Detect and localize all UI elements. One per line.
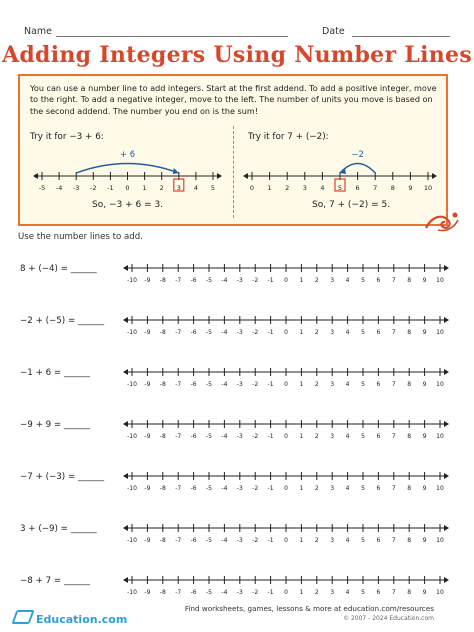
tick-label: -8 bbox=[159, 433, 166, 440]
tick-label: -10 bbox=[127, 537, 137, 544]
tick-label: -3 bbox=[236, 381, 243, 388]
tick-label: 5 bbox=[361, 433, 365, 440]
tick-label: -10 bbox=[127, 329, 137, 336]
tick-label: 10 bbox=[436, 485, 444, 492]
tick-label: -2 bbox=[252, 433, 259, 440]
tick-label: 0 bbox=[284, 433, 288, 440]
tick-label: -4 bbox=[221, 277, 228, 284]
tick-label: 3 bbox=[176, 184, 181, 192]
example1-conclusion: So, −3 + 6 = 3. bbox=[92, 200, 164, 210]
tick-label: -10 bbox=[127, 433, 137, 440]
tick-label: 8 bbox=[407, 589, 412, 596]
tick-label: -8 bbox=[159, 485, 166, 492]
tick-label: 4 bbox=[345, 433, 350, 440]
tick-label: 3 bbox=[330, 381, 335, 388]
tick-label: 1 bbox=[299, 589, 304, 596]
tick-label: 2 bbox=[314, 329, 319, 336]
tick-label: -10 bbox=[127, 485, 137, 492]
problem-number-line[interactable] bbox=[116, 572, 456, 600]
tick-label: -4 bbox=[221, 537, 228, 544]
tick-label: 4 bbox=[345, 381, 350, 388]
tick-label: 10 bbox=[436, 589, 444, 596]
tick-label: 1 bbox=[299, 381, 304, 388]
tick-label: 2 bbox=[314, 537, 319, 544]
tick-label: -3 bbox=[72, 184, 80, 192]
tick-label: -7 bbox=[175, 433, 182, 440]
tick-label: -5 bbox=[206, 537, 212, 544]
tick-label: -1 bbox=[267, 277, 274, 284]
tick-label: 1 bbox=[299, 485, 304, 492]
tick-label: -3 bbox=[236, 277, 243, 284]
tick-label: -5 bbox=[206, 589, 212, 596]
tick-label: -8 bbox=[159, 277, 166, 284]
tick-label: 0 bbox=[125, 184, 130, 192]
tick-label: 10 bbox=[436, 329, 444, 336]
tick-label: 0 bbox=[284, 329, 288, 336]
tick-label: 2 bbox=[314, 485, 319, 492]
tick-label: 9 bbox=[422, 485, 427, 492]
jump-arrowhead-icon bbox=[173, 168, 179, 174]
tick-label: -10 bbox=[127, 277, 137, 284]
tick-label: 1 bbox=[299, 277, 304, 284]
tick-label: 9 bbox=[422, 329, 427, 336]
tick-label: 10 bbox=[436, 537, 444, 544]
tick-label: 5 bbox=[361, 381, 365, 388]
tick-label: 3 bbox=[330, 485, 335, 492]
tick-label: -8 bbox=[159, 329, 166, 336]
tick-label: 0 bbox=[249, 184, 255, 192]
problem-number-line[interactable] bbox=[116, 520, 456, 548]
tick-label: 7 bbox=[391, 277, 396, 284]
tick-label: -9 bbox=[144, 589, 151, 596]
tick-label: 0 bbox=[284, 485, 288, 492]
example2-number-line bbox=[242, 146, 442, 196]
problem-equation[interactable]: −7 + (−3) = ______ bbox=[20, 472, 105, 482]
problem-equation[interactable]: 8 + (−4) = ______ bbox=[20, 264, 97, 274]
right-arrow-icon bbox=[432, 173, 437, 179]
tick-label: 2 bbox=[314, 433, 319, 440]
education-logo[interactable] bbox=[14, 610, 127, 626]
tick-label: -7 bbox=[175, 381, 182, 388]
tick-label: 3 bbox=[330, 433, 335, 440]
example1-number-line bbox=[32, 146, 227, 196]
jump-arc bbox=[76, 164, 179, 174]
tick-label: -6 bbox=[190, 537, 197, 544]
tick-label: 9 bbox=[422, 537, 427, 544]
tick-label: -5 bbox=[206, 433, 212, 440]
tick-label: 8 bbox=[407, 485, 412, 492]
tick-label: 0 bbox=[284, 381, 288, 388]
footer-text: Find worksheets, games, lessons & more at education.com/resources bbox=[184, 604, 434, 613]
tick-label: -5 bbox=[206, 485, 212, 492]
tick-label: 2 bbox=[314, 589, 319, 596]
problem-equation[interactable]: −2 + (−5) = ______ bbox=[20, 316, 105, 326]
tick-label: 10 bbox=[436, 433, 444, 440]
tick-label: -4 bbox=[55, 184, 63, 192]
tick-label: 7 bbox=[391, 485, 396, 492]
right-arrow-icon bbox=[444, 317, 449, 323]
tick-label: -9 bbox=[144, 329, 151, 336]
tick-label: 7 bbox=[391, 589, 396, 596]
tick-label: -7 bbox=[175, 589, 182, 596]
instructions-text: Use the number lines to add. bbox=[18, 232, 143, 242]
tick-label: 8 bbox=[407, 537, 412, 544]
tick-label: -5 bbox=[38, 184, 46, 192]
tick-label: 6 bbox=[376, 329, 381, 336]
tick-label: 9 bbox=[422, 381, 427, 388]
tick-label: -3 bbox=[236, 433, 243, 440]
tick-label: 7 bbox=[391, 381, 396, 388]
tick-label: 5 bbox=[361, 537, 365, 544]
left-arrow-icon bbox=[123, 525, 128, 531]
tick-label: -6 bbox=[190, 329, 197, 336]
tick-label: 5 bbox=[361, 589, 365, 596]
tick-label: -2 bbox=[252, 485, 259, 492]
tick-label: -6 bbox=[190, 433, 197, 440]
tick-label: 3 bbox=[302, 184, 307, 192]
tick-label: -1 bbox=[267, 589, 274, 596]
problem-equation[interactable]: −9 + 9 = ______ bbox=[20, 420, 91, 430]
left-arrow-icon bbox=[123, 577, 128, 583]
tick-label: 8 bbox=[407, 381, 412, 388]
left-arrow-icon bbox=[243, 173, 248, 179]
name-label: Name bbox=[24, 26, 53, 37]
tick-label: 0 bbox=[284, 277, 288, 284]
tick-label: -2 bbox=[252, 329, 259, 336]
tick-label: -10 bbox=[127, 381, 137, 388]
date-label: Date bbox=[322, 26, 345, 37]
tick-label: -6 bbox=[190, 277, 197, 284]
tick-label: -9 bbox=[144, 277, 151, 284]
left-arrow-icon bbox=[123, 317, 128, 323]
problem-number-line[interactable] bbox=[116, 416, 456, 444]
tick-label: 7 bbox=[391, 433, 396, 440]
problem-equation[interactable]: 3 + (−9) = ______ bbox=[20, 524, 97, 534]
tick-label: 6 bbox=[376, 277, 381, 284]
problem-number-line[interactable] bbox=[116, 364, 456, 392]
example1-prompt: Try it for −3 + 6: bbox=[30, 132, 104, 142]
right-arrow-icon bbox=[444, 421, 449, 427]
problem-number-line[interactable] bbox=[116, 468, 456, 496]
tick-label: 2 bbox=[285, 184, 290, 192]
tick-label: 4 bbox=[193, 184, 198, 192]
tick-label: -8 bbox=[159, 537, 166, 544]
tick-label: 8 bbox=[407, 277, 412, 284]
tick-label: 5 bbox=[361, 329, 365, 336]
tick-label: -4 bbox=[221, 329, 228, 336]
left-arrow-icon bbox=[123, 265, 128, 271]
tick-label: -1 bbox=[107, 184, 114, 192]
right-arrow-icon bbox=[444, 577, 449, 583]
tick-label: 7 bbox=[391, 537, 396, 544]
tick-label: -3 bbox=[236, 329, 243, 336]
logo-icon bbox=[11, 610, 34, 624]
tick-label: 5 bbox=[210, 184, 216, 192]
footer-copyright: © 2007 - 2024 Education.com bbox=[343, 615, 434, 622]
tick-label: -1 bbox=[267, 381, 274, 388]
tick-label: -6 bbox=[190, 381, 197, 388]
tick-label: 10 bbox=[423, 184, 433, 192]
tick-label: -2 bbox=[252, 537, 259, 544]
tick-label: 2 bbox=[314, 381, 319, 388]
tick-label: -2 bbox=[252, 589, 259, 596]
tick-label: 6 bbox=[376, 433, 381, 440]
tick-label: -1 bbox=[267, 433, 274, 440]
tick-label: 3 bbox=[330, 537, 335, 544]
tick-label: -8 bbox=[159, 381, 166, 388]
left-arrow-icon bbox=[123, 369, 128, 375]
tick-label: -3 bbox=[236, 537, 243, 544]
tick-label: 3 bbox=[330, 589, 335, 596]
tick-label: 5 bbox=[361, 277, 365, 284]
right-arrow-icon bbox=[217, 173, 222, 179]
left-arrow-icon bbox=[123, 473, 128, 479]
example2-conclusion: So, 7 + (−2) = 5. bbox=[312, 200, 391, 210]
tick-label: -5 bbox=[206, 329, 212, 336]
tick-label: -9 bbox=[144, 433, 151, 440]
right-arrow-icon bbox=[444, 473, 449, 479]
tick-label: -6 bbox=[190, 485, 197, 492]
tick-label: 6 bbox=[376, 589, 381, 596]
flourish-ornament bbox=[424, 208, 460, 234]
tick-label: 4 bbox=[345, 537, 350, 544]
tick-label: 4 bbox=[345, 485, 350, 492]
name-line[interactable] bbox=[56, 36, 288, 37]
tick-label: 6 bbox=[376, 381, 381, 388]
tick-label: 1 bbox=[299, 329, 304, 336]
tick-label: 9 bbox=[422, 433, 427, 440]
tick-label: -2 bbox=[252, 277, 259, 284]
tick-label: -9 bbox=[144, 537, 151, 544]
tick-label: 8 bbox=[407, 329, 412, 336]
tick-label: -1 bbox=[267, 329, 274, 336]
tick-label: -5 bbox=[206, 277, 212, 284]
tick-label: 5 bbox=[337, 184, 343, 192]
tick-label: -5 bbox=[206, 381, 212, 388]
tick-label: -6 bbox=[190, 589, 197, 596]
right-arrow-icon bbox=[444, 369, 449, 375]
logo-text: Education.com bbox=[36, 613, 128, 626]
example-divider bbox=[233, 126, 234, 218]
tick-label: 6 bbox=[376, 537, 381, 544]
tick-label: -9 bbox=[144, 381, 151, 388]
date-line[interactable] bbox=[352, 36, 450, 37]
left-arrow-icon bbox=[33, 173, 38, 179]
tick-label: -2 bbox=[90, 184, 97, 192]
tick-label: -7 bbox=[175, 277, 182, 284]
tick-label: 9 bbox=[408, 184, 413, 192]
tick-label: 10 bbox=[436, 381, 444, 388]
tick-label: -1 bbox=[267, 485, 274, 492]
tick-label: -3 bbox=[236, 485, 243, 492]
tick-label: 4 bbox=[345, 329, 350, 336]
tick-label: 2 bbox=[314, 277, 319, 284]
problem-number-line[interactable] bbox=[116, 312, 456, 340]
tick-label: 4 bbox=[320, 184, 325, 192]
tick-label: 3 bbox=[330, 329, 335, 336]
tick-label: 1 bbox=[299, 433, 304, 440]
tick-label: 1 bbox=[142, 184, 147, 192]
tick-label: 7 bbox=[391, 329, 396, 336]
tick-label: 8 bbox=[407, 433, 412, 440]
right-arrow-icon bbox=[444, 265, 449, 271]
tick-label: 7 bbox=[373, 184, 378, 192]
tick-label: -7 bbox=[175, 485, 182, 492]
tick-label: 9 bbox=[422, 277, 427, 284]
tick-label: 0 bbox=[284, 537, 288, 544]
tick-label: 3 bbox=[330, 277, 335, 284]
jump-label: −2 bbox=[351, 150, 364, 160]
tick-label: -9 bbox=[144, 485, 151, 492]
example2-prompt: Try it for 7 + (−2): bbox=[248, 132, 329, 142]
tick-label: 1 bbox=[267, 184, 272, 192]
tick-label: -2 bbox=[252, 381, 259, 388]
tick-label: -4 bbox=[221, 485, 228, 492]
tick-label: -7 bbox=[175, 329, 182, 336]
tick-label: 5 bbox=[361, 485, 365, 492]
problem-number-line[interactable] bbox=[116, 260, 456, 288]
right-arrow-icon bbox=[444, 525, 449, 531]
tick-label: -3 bbox=[236, 589, 243, 596]
jump-arrowhead-icon bbox=[340, 168, 346, 174]
intro-text: You can use a number line to add integers. Start at the first addend. To add a positive integer, move to the right. To add a negative integer, move to the left. The number of units you move is based on the second addend. The number you end on is the sum! bbox=[30, 83, 437, 116]
tick-label: 6 bbox=[376, 485, 381, 492]
tick-label: -10 bbox=[127, 589, 137, 596]
tick-label: 8 bbox=[390, 184, 395, 192]
tick-label: -8 bbox=[159, 589, 166, 596]
tick-label: -4 bbox=[221, 433, 228, 440]
worksheet-title: Adding Integers Using Number Lines bbox=[1, 42, 473, 68]
tick-label: 1 bbox=[299, 537, 304, 544]
instruction-box bbox=[18, 74, 448, 226]
problem-equation[interactable]: −1 + 6 = ______ bbox=[20, 368, 91, 378]
problem-equation[interactable]: −8 + 7 = ______ bbox=[20, 576, 91, 586]
tick-label: -4 bbox=[221, 381, 228, 388]
left-arrow-icon bbox=[123, 421, 128, 427]
tick-label: -4 bbox=[221, 589, 228, 596]
tick-label: 4 bbox=[345, 589, 350, 596]
tick-label: -1 bbox=[267, 537, 274, 544]
tick-label: 9 bbox=[422, 589, 427, 596]
tick-label: 2 bbox=[159, 184, 164, 192]
jump-label: + 6 bbox=[119, 150, 136, 160]
tick-label: 0 bbox=[284, 589, 288, 596]
tick-label: 6 bbox=[355, 184, 360, 192]
tick-label: 10 bbox=[436, 277, 444, 284]
tick-label: -7 bbox=[175, 537, 182, 544]
tick-label: 4 bbox=[345, 277, 350, 284]
